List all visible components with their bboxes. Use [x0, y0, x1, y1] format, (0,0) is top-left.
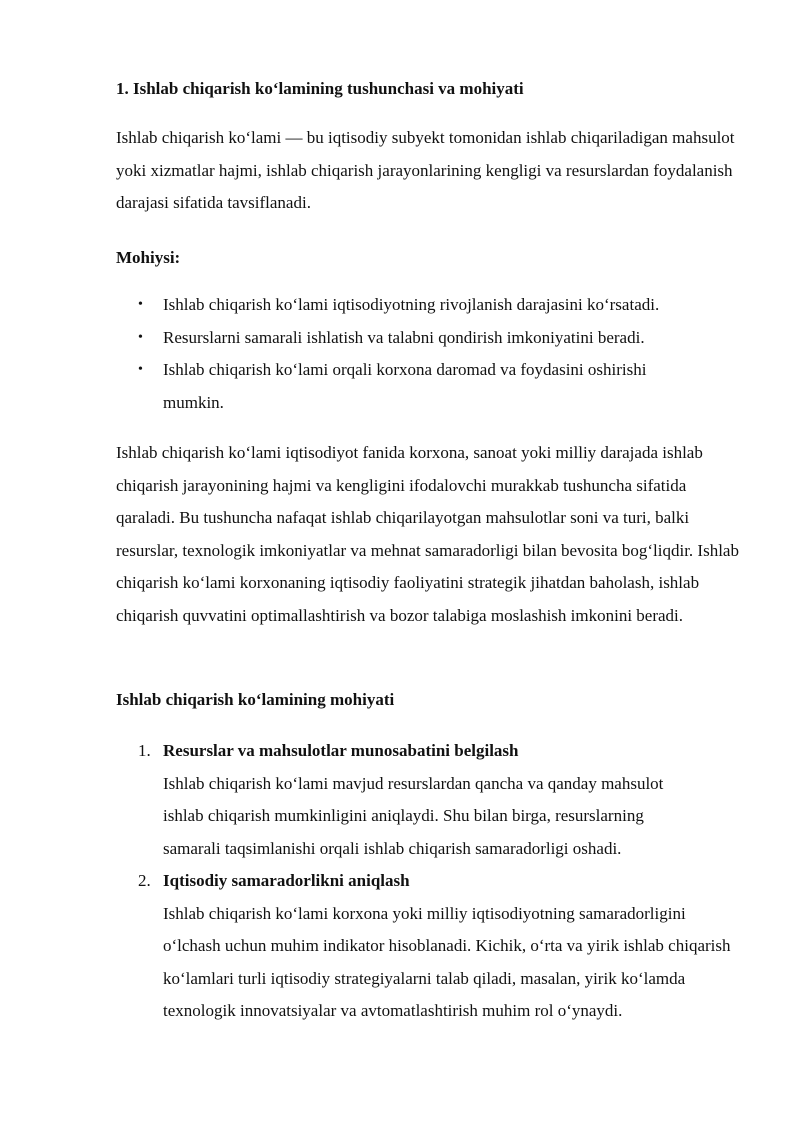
item-title: Iqtisodiy samaradorlikni aniqlash [163, 871, 410, 890]
bullet-icon: • [138, 329, 143, 345]
mohiyati-heading: Ishlab chiqarish koʻlamining mohiyati [116, 690, 395, 709]
list-item [116, 289, 746, 322]
item-body: Ishlab chiqarish koʻlami mavjud resurslardan qancha va qanday mahsulot ishlab chiqarish mumkinligini aniqlaydi. Shu bilan birga, resurslarning samarali taqsimlanishi orqali ishlab chiqarish samaradorligi oshadi. [163, 773, 664, 858]
bullet-list [116, 289, 746, 419]
item-number: 1. [138, 741, 151, 760]
body-paragraph: Ishlab chiqarish koʻlami iqtisodiyot fanida korxona, sanoat yoki milliy darajada ishlab chiqarish jarayonining hajmi va kengligini ifodalovchi murakkab tushuncha sifatida qaraladi. Bu tushuncha nafaqat ishlab chiqarilayotgan mahsulotlar soni va turi, balki resurslar, texnologik imkoniyatlar va mehnat samaradorligi bilan bevosita bogʻliqdir. Ishlab chiqarish koʻlami korxonaning iqtisodiy faoliyatini strategik jihatdan baholash, ishlab chiqarish quvvatini optimallashtirish va bozor talabiga moslashish imkonini beradi. [116, 443, 739, 625]
numbered-list [116, 735, 746, 1028]
section-title: 1. Ishlab chiqarish koʻlamining tushunchasi va mohiyati [116, 79, 524, 98]
bullet-icon: • [138, 297, 143, 312]
item-body: Ishlab chiqarish koʻlami korxona yoki milliy iqtisodiyotning samaradorligini oʻlchash uchun muhim indikator hisoblanadi. Kichik, oʻrta va yirik ishlab chiqarish koʻlamlari turli iqtisodiy strategiyalarni talab qiladi, masalan, yirik koʻlamda texnologik innovatsiyalar va avtomatlashtirish muhim rol oʻynaydi. [163, 903, 731, 1020]
list-item [116, 354, 746, 419]
list-item-text: Ishlab chiqarish koʻlami orqali korxona daromad va foydasini oshirishi mumkin. [163, 360, 647, 412]
item-number: 2. [138, 871, 151, 890]
item-title: Resurslar va mahsulotlar munosabatini belgilash [163, 741, 519, 760]
list-item [116, 865, 746, 1028]
list-item [116, 735, 746, 865]
mohiysi-heading: Mohiysi: [116, 248, 181, 267]
bullet-icon: • [138, 362, 143, 377]
intro-paragraph: Ishlab chiqarish koʻlami — bu iqtisodiy subyekt tomonidan ishlab chiqariladigan mahsulot yoki xizmatlar hajmi, ishlab chiqarish jarayonlarining kengligi va resurslardan foydalanish darajasi sifatida tavsiflanadi. [116, 128, 735, 212]
list-item [116, 322, 746, 355]
list-item-text: Ishlab chiqarish koʻlami iqtisodiyotning rivojlanish darajasini koʻrsatadi. [163, 295, 660, 314]
list-item-text: Resurslarni samarali ishlatish va talabni qondirish imkoniyatini beradi. [163, 327, 645, 347]
